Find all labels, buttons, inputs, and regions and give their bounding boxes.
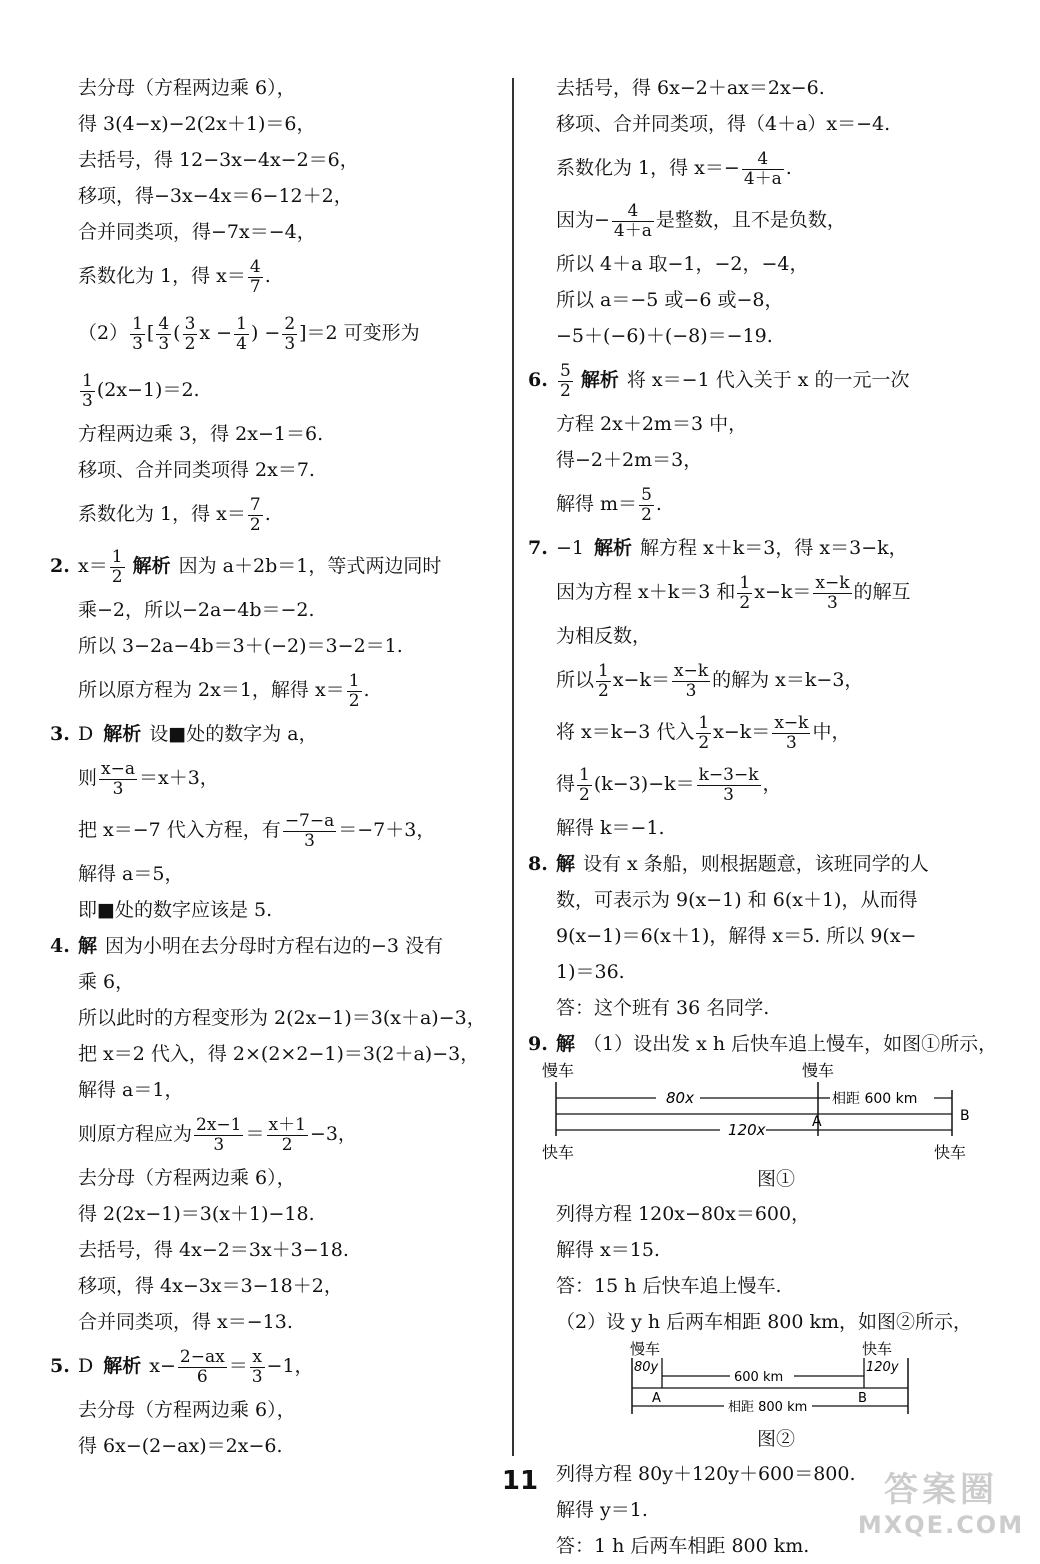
fraction: $\frac{1}{2}$ — [111, 546, 123, 587]
text-line: 将 x＝k−3 代入 $\frac{1}{2}$ x−k＝ $\frac{x-k}{3}$ 中， — [556, 712, 851, 753]
text-line: 答：这个班有 36 名同学. — [556, 997, 770, 1019]
text-line: 去括号，得 12−3x−4x−2＝6， — [78, 149, 359, 171]
fraction: $\frac{4}{3}$ — [158, 313, 170, 354]
watermark-text: 答案圈 — [884, 1470, 998, 1510]
fraction: $\frac{x-k}{3}$ — [815, 572, 850, 613]
text-line: 去分母（方程两边乘 6）， — [78, 1167, 296, 1189]
text-line: 解得 k＝−1. — [556, 817, 665, 839]
column-divider — [512, 78, 514, 1456]
label-80y: 80y — [634, 1360, 659, 1375]
text-line: 解得 m＝ $\frac{5}{2}$ . — [556, 484, 662, 525]
text-line: 解得 a＝5， — [78, 863, 184, 885]
fraction: $\frac{1}{2}$ — [739, 572, 751, 613]
fraction: $\frac{5}{2}$ — [641, 484, 652, 525]
text-line: 所以 a＝−5 或−6 或−8， — [556, 289, 784, 311]
text-line: 合并同类项，得−7x＝−4， — [78, 221, 316, 243]
page-number: 11 — [501, 1466, 539, 1496]
fraction: $\frac{1}{4}$ — [236, 313, 247, 354]
fraction: $\frac{2-ax}{6}$ — [179, 1346, 225, 1387]
text-line: 解得 y＝1. — [556, 1499, 648, 1521]
fraction: $\frac{1}{2}$ — [598, 660, 609, 701]
text-line: 列得方程 80y＋120y＋600＝800. — [556, 1463, 856, 1485]
label-120x: 120x — [728, 1121, 766, 1139]
label-600km: 600 km — [734, 1370, 784, 1385]
text-line: 得 2(2x−1)＝3(x＋1)−18. — [78, 1203, 315, 1225]
text-line: 则原方程应为 $\frac{2x-1}{3}$ ＝ $\frac{x+1}{2}$ −3， — [78, 1114, 357, 1155]
label-gap-600: 相距 600 km — [832, 1091, 918, 1107]
text-line: 乘 6， — [78, 971, 135, 993]
watermark-logo — [856, 1462, 1026, 1539]
watermark-url: MXQE.COM — [857, 1511, 1025, 1539]
text-line: 移项，得 4x−3x＝3−18＋2， — [78, 1275, 343, 1297]
label-800km: 相距 800 km — [728, 1400, 808, 1415]
text-line: 把 x＝−7 代入方程，有 $\frac{-7-a}{3}$ ＝−7＋3， — [78, 810, 436, 851]
fraction: $\frac{-7-a}{3}$ — [284, 810, 335, 851]
fraction: $\frac{1}{2}$ — [579, 764, 590, 805]
text-line: 为相反数， — [556, 625, 652, 647]
text-line: （2）设 y h 后两车相距 800 km，如图②所示， — [556, 1311, 973, 1333]
text-line: 合并同类项，得 x＝−13. — [78, 1311, 293, 1333]
text-line: 解得 a＝1， — [78, 1079, 184, 1101]
question-6: 6. $\frac{5}{2}$ 解析 将 x＝−1 代入关于 x 的一元一次 — [528, 360, 910, 401]
point-a-label: A — [812, 1114, 822, 1130]
text-line: $\frac{1}{3}$ (2x−1)＝2. — [82, 370, 200, 411]
slow-car-mid-label: 慢车 — [802, 1062, 835, 1080]
text-line: 把 x＝2 代入，得 2×(2×2−1)＝3(2＋a)−3， — [78, 1043, 480, 1065]
text-line: 乘−2，所以−2a−4b＝−2. — [78, 599, 315, 621]
text-line: 所以原方程为 2x＝1，解得 x＝ $\frac{1}{2}$ . — [78, 670, 370, 711]
text-line: 所以 3−2a−4b＝3＋(−2)＝3−2＝1. — [78, 635, 403, 657]
text-line: 即■处的数字应该是 5. — [78, 899, 273, 921]
text-line: 移项，得−3x−4x＝6−12＋2， — [78, 185, 353, 207]
text-line: 得 6x−(2−ax)＝2x−6. — [78, 1435, 283, 1457]
text-line: 则 $\frac{x-a}{3}$ ＝x＋3， — [78, 758, 219, 799]
text-line: 得 3(4−x)−2(2x＋1)＝6， — [78, 113, 316, 135]
question-3: 3. D 解析 设■处的数字为 a， — [50, 723, 318, 745]
text-line: 得 $\frac{1}{2}$ (k−3)−k＝ $\frac{k-3-k}{3}$ ， — [556, 764, 782, 805]
fraction: $\frac{1}{3}$ — [82, 370, 93, 411]
text-line: 数，可表示为 9(x−1) 和 6(x＋1)，从而得 — [556, 889, 918, 911]
slow-car-left-label: 慢车 — [542, 1062, 575, 1080]
text-line: 去括号，得 4x−2＝3x＋3−18. — [78, 1239, 349, 1261]
text-line: 解得 x＝15. — [556, 1239, 660, 1261]
point-a-label: A — [652, 1391, 661, 1406]
left-column — [50, 70, 488, 1464]
question-9: 9. 解 （1）设出发 x h 后快车追上慢车，如图①所示， — [528, 1033, 998, 1055]
fraction: $\frac{x-a}{3}$ — [101, 758, 135, 799]
text-line: 去分母（方程两边乘 6）， — [78, 77, 296, 99]
fraction: $\frac{1}{3}$ — [132, 313, 143, 354]
text-line: 所以此时的方程变形为 2(2x−1)＝3(x＋a)−3， — [78, 1007, 486, 1029]
fraction: $\frac{4}{4+a}$ — [743, 148, 782, 189]
label-120y: 120y — [866, 1360, 899, 1375]
figure-2-diagram — [626, 1340, 926, 1422]
question-4: 4. 解 因为小明在去分母时方程右边的−3 没有 — [50, 935, 444, 957]
text-line: 得−2＋2m＝3， — [556, 449, 703, 471]
text-line: 9(x−1)＝6(x＋1)，解得 x＝5. 所以 9(x− — [556, 925, 917, 947]
fraction: $\frac{3}{2}$ — [184, 313, 196, 354]
text-line: 系数化为 1，得 x＝ $\frac{4}{7}$ . — [78, 256, 271, 297]
fraction: $\frac{5}{2}$ — [560, 360, 571, 401]
fraction: $\frac{2}{3}$ — [284, 313, 296, 354]
fraction: $\frac{2x-1}{3}$ — [196, 1114, 242, 1155]
text-line: （2） $\frac{1}{3}$ [ $\frac{4}{3}$ ( $\frac{3}{2}$ x − $\frac{1}{4}$ ) − $\frac{2}{3}$ ]＝2 可变形为 — [78, 313, 420, 354]
fraction: $\frac{x-k}{3}$ — [674, 660, 709, 701]
text-line: 移项、合并同类项得 2x＝7. — [78, 459, 315, 481]
figure-1-caption: 图① — [756, 1168, 795, 1190]
fast-car-label: 快车 — [862, 1340, 893, 1358]
text-line: 方程两边乘 3，得 2x−1＝6. — [78, 423, 324, 445]
fraction: $\frac{x-k}{3}$ — [774, 712, 809, 753]
label-80x: 80x — [666, 1089, 694, 1107]
fraction: $\frac{k-3-k}{3}$ — [698, 764, 759, 805]
fast-car-left-label: 快车 — [542, 1143, 575, 1162]
slow-car-label: 慢车 — [630, 1340, 661, 1358]
point-b-label: B — [858, 1391, 867, 1406]
text-line: 移项、合并同类项，得（4＋a）x＝−4. — [556, 113, 891, 135]
text-line: 系数化为 1，得 x＝− $\frac{4}{4+a}$ . — [556, 148, 792, 189]
text-line: 所以 4＋a 取−1，−2，−4， — [556, 253, 809, 275]
fraction: $\frac{7}{2}$ — [249, 494, 261, 535]
question-5: 5. D 解析 x− $\frac{2-ax}{6}$ ＝ $\frac{x}{3}$ −1， — [50, 1346, 314, 1387]
text-line: 因为方程 x＋k＝3 和 $\frac{1}{2}$ x−k＝ $\frac{x-k}{3}$ 的解互 — [556, 572, 911, 613]
text-line: 所以 $\frac{1}{2}$ x−k＝ $\frac{x-k}{3}$ 的解为 x＝k−3， — [556, 660, 864, 701]
text-line: 去括号，得 6x−2＋ax＝2x−6. — [556, 77, 825, 99]
fraction: $\frac{4}{7}$ — [249, 256, 261, 297]
fast-car-right-label: 快车 — [934, 1143, 967, 1162]
text-line: 因为− $\frac{4}{4+a}$ 是整数，且不是负数， — [556, 200, 846, 241]
figure-2-caption: 图② — [756, 1428, 795, 1450]
question-8: 8. 解 设有 x 条船，则根据题意，该班同学的人 — [528, 853, 929, 875]
text-line: 答：15 h 后快车追上慢车. — [556, 1275, 782, 1297]
text-line: −5＋(−6)＋(−8)＝−19. — [556, 325, 773, 347]
point-b-label: B — [960, 1108, 970, 1124]
figure-1-diagram — [540, 1062, 980, 1162]
fraction: $\frac{1}{2}$ — [348, 670, 360, 711]
text-line: 答：1 h 后两车相距 800 km. — [556, 1535, 810, 1557]
question-7: 7. −1 解析 解方程 x＋k＝3，得 x＝3−k， — [528, 537, 908, 559]
fraction: $\frac{4}{4+a}$ — [613, 200, 652, 241]
text-line: 去分母（方程两边乘 6）， — [78, 1399, 296, 1421]
figure-2-svg — [626, 1340, 926, 1422]
fraction: $\frac{x+1}{2}$ — [268, 1114, 306, 1155]
right-column — [528, 70, 998, 1564]
text-line: 1)＝36. — [556, 961, 625, 983]
fraction: $\frac{1}{2}$ — [698, 712, 710, 753]
text-line: 系数化为 1，得 x＝ $\frac{7}{2}$ . — [78, 494, 271, 535]
figure-1-svg — [540, 1062, 980, 1162]
question-2: 2. x＝ $\frac{1}{2}$ 解析 因为 a＋2b＝1，等式两边同时 — [50, 546, 442, 587]
text-line: 列得方程 120x−80x＝600， — [556, 1203, 811, 1225]
text-line: 方程 2x＋2m＝3 中， — [556, 413, 748, 435]
fraction: $\frac{x}{3}$ — [251, 1346, 263, 1387]
